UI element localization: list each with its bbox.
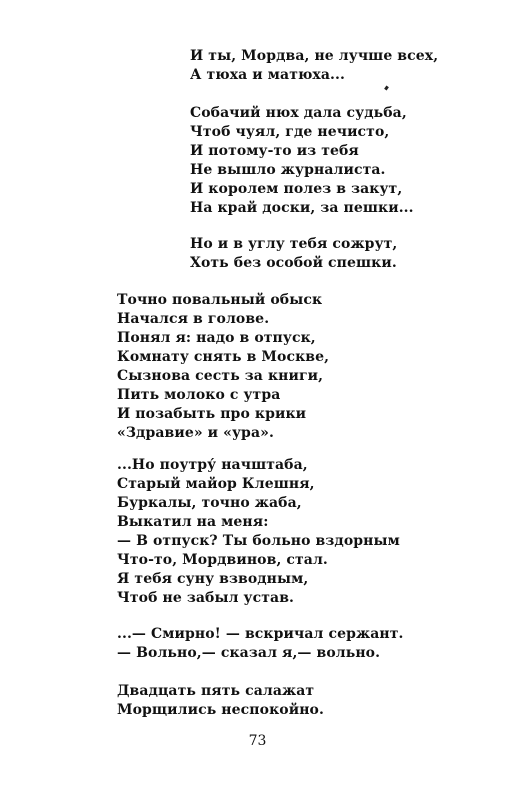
poem-line: — В отпуск? Ты больно вздорным (117, 533, 400, 549)
stanza-5 (117, 456, 400, 608)
poem-line: Собачий нюх дала судьба, (190, 105, 407, 121)
poem-line: Хоть без особой спешки. (190, 255, 397, 271)
poem-line: Чтоб не забыл устав. (117, 590, 294, 606)
poem-line: И позабыть про крики (117, 406, 307, 422)
poem-line: Буркалы, точно жаба, (117, 495, 302, 511)
stanza-7 (117, 682, 324, 720)
poem-line: Но и в углу тебя сожрут, (190, 236, 398, 252)
stanza-6 (117, 625, 403, 663)
poem-line: Понял я: надо в отпуск, (117, 330, 316, 346)
poem-line: Точно повальный обыск (117, 292, 323, 308)
stanza-2 (190, 104, 414, 218)
poem-line: Я тебя суну взводным, (117, 571, 309, 587)
poem-line: ...Но поутру́ начштаба, (117, 457, 308, 473)
stanza-1 (190, 47, 438, 85)
poem-line: И ты, Мордва, не лучше всех, (190, 48, 439, 64)
poem-line: Старый майор Клешня, (117, 476, 315, 492)
poem-line: Двадцать пять салажат (117, 683, 315, 699)
poem-line: Что-то, Мордвинов, стал. (117, 552, 328, 568)
poem-line: Морщились неспокойно. (117, 702, 324, 718)
poem-line: Не вышло журналиста. (190, 162, 386, 178)
poem-line: И королем полез в закут, (190, 181, 403, 197)
poem-line: ...— Смирно! — вскричал сержант. (117, 626, 404, 642)
poem-line: — Вольно,— сказал я,— вольно. (117, 645, 381, 661)
stanza-4 (117, 291, 329, 443)
print-speck (384, 86, 389, 91)
page-number: 73 (248, 733, 267, 749)
poem-line: Выкатил на меня: (117, 514, 269, 530)
stanza-3 (190, 235, 397, 273)
poem-line: На край доски, за пешки... (190, 200, 414, 216)
poem-line: И потому-то из тебя (190, 143, 359, 159)
poem-line: Сызнова сесть за книги, (117, 368, 324, 384)
poem-line: Начался в голове. (117, 311, 270, 327)
poem-line: Пить молоко с утра (117, 387, 281, 403)
poem-line: Чтоб чуял, где нечисто, (190, 124, 390, 140)
poem-line: Комнату снять в Москве, (117, 349, 330, 365)
poem-line: «Здравие» и «ура». (117, 425, 274, 441)
poem-line: А тюха и матюха... (190, 67, 345, 83)
